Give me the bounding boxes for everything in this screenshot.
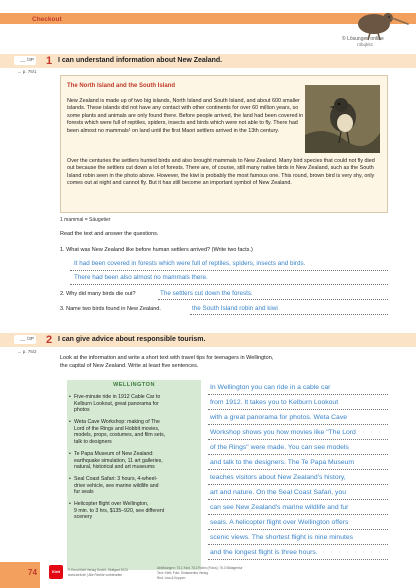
copyright-line-2: www.klett.de | Alle Rechte vorbehalten xyxy=(68,573,123,577)
copyright-line-1: © Ernst Klett Verlag GmbH, Stuttgart 2023 xyxy=(68,568,128,572)
answer-line xyxy=(70,270,388,271)
answer-line xyxy=(208,529,388,530)
answer-1-line-2[interactable]: There had been also almost no mammals there. xyxy=(74,274,208,281)
answer-text-line[interactable]: scenic views. The shortest flight is nine minutes xyxy=(210,534,354,541)
reading-paragraph-2: Over the centuries the settlers hunted birds and also brought mammals to New Zealand. Many bird species that could not fly died out because the settlers cut down a lot of forests. There are, of course, still many native birds in New Zealand, such as the South Island robin seen in the photo above. However, the kiwi is probably the most famous one. This round, brown bird is very shy, only comes out at night and cannot fly. But it has still become an important symbol of New Zealand. xyxy=(67,158,375,187)
footnote: 1 mammal = Säugetier xyxy=(60,217,111,223)
answer-text-line[interactable]: from 1912. It takes you to Kelburn Lookout xyxy=(210,399,339,406)
answer-text-line[interactable]: seals. A helicopter flight over Wellington offers xyxy=(210,519,349,526)
section2-page-ref: → p. 76/2 xyxy=(17,349,37,354)
answer-text-line[interactable]: with a great panorama for photos. Weta Cave xyxy=(210,414,348,421)
info-item-helicopter: • Helicopter flight over Wellington, 9 min. to 3 hrs, $135–920, see different scenery xyxy=(74,501,198,521)
answer-line xyxy=(190,314,388,315)
info-item-weta-cave: • Weta Cave Workshop: making of The Lord of the Rings and Hobbit movies, models, props, costumes, and film sets, talk to designers xyxy=(74,419,198,445)
answer-line xyxy=(158,299,388,300)
answer-line xyxy=(208,544,388,545)
south-island-robin-photo xyxy=(305,85,380,153)
section1-number: 1 xyxy=(46,55,53,67)
answer-text-line[interactable]: In Wellington you can ride in a cable car xyxy=(210,384,331,391)
solutions-code: r3bqk6z xyxy=(357,42,374,47)
klett-logo: Klett xyxy=(49,565,63,579)
answer-line xyxy=(208,499,388,500)
answer-2[interactable]: The settlers cut down the forests. xyxy=(160,290,253,297)
answer-line xyxy=(208,454,388,455)
answer-text-line[interactable]: teaches visitors about New Zealand's history, xyxy=(210,474,346,481)
section2-title: I can give advice about responsible tourism. xyxy=(58,336,206,343)
info-item-te-papa: • Te Papa Museum of New Zealand: earthquake simulation, 11 art galleries, natural, historical and art museums xyxy=(74,451,198,471)
info-item-seal-coast: • Seal Coast Safari: 3 hours, 4-wheel- drive vehicle, see marine wildlife and fur seals xyxy=(74,476,198,496)
page-number: 74 xyxy=(28,568,37,577)
answer-line xyxy=(208,439,388,440)
question-1: 1. What was New Zealand like before human settlers arrived? (Write two facts.) xyxy=(60,247,253,253)
section2-instruction-line-1: Look at the information and write a short text with travel tips for teenagers in Wellington, xyxy=(60,355,274,361)
answer-line xyxy=(208,484,388,485)
answer-text-line[interactable]: and talk to the designers. The Te Papa Museum xyxy=(210,459,355,466)
question-2: 2. Why did many birds die out? xyxy=(60,291,136,297)
credits-line-1: Abbildungen: 75.1 Kiwi; 75.2 Robin (Fotos); 75.3 Bildagentur xyxy=(157,566,243,570)
answer-text-line[interactable]: and the longest flight is three hours. xyxy=(210,549,318,556)
answer-line xyxy=(208,514,388,515)
section2-number: 2 xyxy=(46,334,53,346)
answer-line xyxy=(208,424,388,425)
answer-line xyxy=(70,284,388,285)
answer-line xyxy=(208,469,388,470)
credits-line-2: Text: Klett; Foto: Südamerika Verlag xyxy=(157,571,208,575)
section1-title: I can understand information about New Zealand. xyxy=(58,57,223,64)
wellington-box-title: WELLINGTON xyxy=(113,382,155,388)
section1-score-badge: __ /3P xyxy=(14,56,36,65)
question-3: 3. Name two birds found in New Zealand. xyxy=(60,306,161,312)
answer-text-line[interactable]: art and nature. On the Seal Coast Safari, you xyxy=(210,489,347,496)
reading-text-title: The North Island and the South Island xyxy=(67,83,176,89)
answer-1-line-1[interactable]: It had been covered in forests which were full of reptiles, spiders, insects and birds. xyxy=(74,260,306,267)
credits-line-3: Red. Lisa & Kuppen xyxy=(157,576,186,580)
header-title: Checkout xyxy=(32,16,62,23)
answer-text-line[interactable]: Workshop shows you how movies like "The Lord xyxy=(210,429,356,436)
section1-page-ref: → p. 76/1 xyxy=(17,69,37,74)
section1-instruction: Read the text and answer the questions. xyxy=(60,231,159,237)
answer-line xyxy=(208,559,388,560)
solutions-online-link[interactable]: © Lösungen online xyxy=(342,36,384,42)
info-item-cable-car: • Five-minute ride in 1912 Cable Car to Kelburn Lookout, great panorama for photos xyxy=(74,394,198,414)
answer-text-line[interactable]: of the Rings" were made. You can see models xyxy=(210,444,349,451)
answer-line xyxy=(208,409,388,410)
section2-instruction-line-2: the capital of New Zealand. Write at least five sentences. xyxy=(60,363,199,369)
answer-3[interactable]: the South Island robin and kiwi xyxy=(192,305,278,312)
answer-line xyxy=(208,394,388,395)
copyright-icon: © xyxy=(342,36,348,42)
reading-paragraph-1: New Zealand is made up of two big islands, North Island and South Island, and about 600 smaller islands. These islands did not have any contact with other continents for over 60 million years, so some plants and animals are only found there. Before people arrived, the land had been covered in forests which were full of reptiles, spiders, insects and birds which were not able to fly. There had been almost no mammals¹ on land until the first Maori settlers arrived in the 13th century. xyxy=(67,98,304,134)
section2-score-badge: __ /3P xyxy=(14,335,36,344)
answer-text-line[interactable]: can see New Zealand's marine wildlife and fur xyxy=(210,504,349,511)
